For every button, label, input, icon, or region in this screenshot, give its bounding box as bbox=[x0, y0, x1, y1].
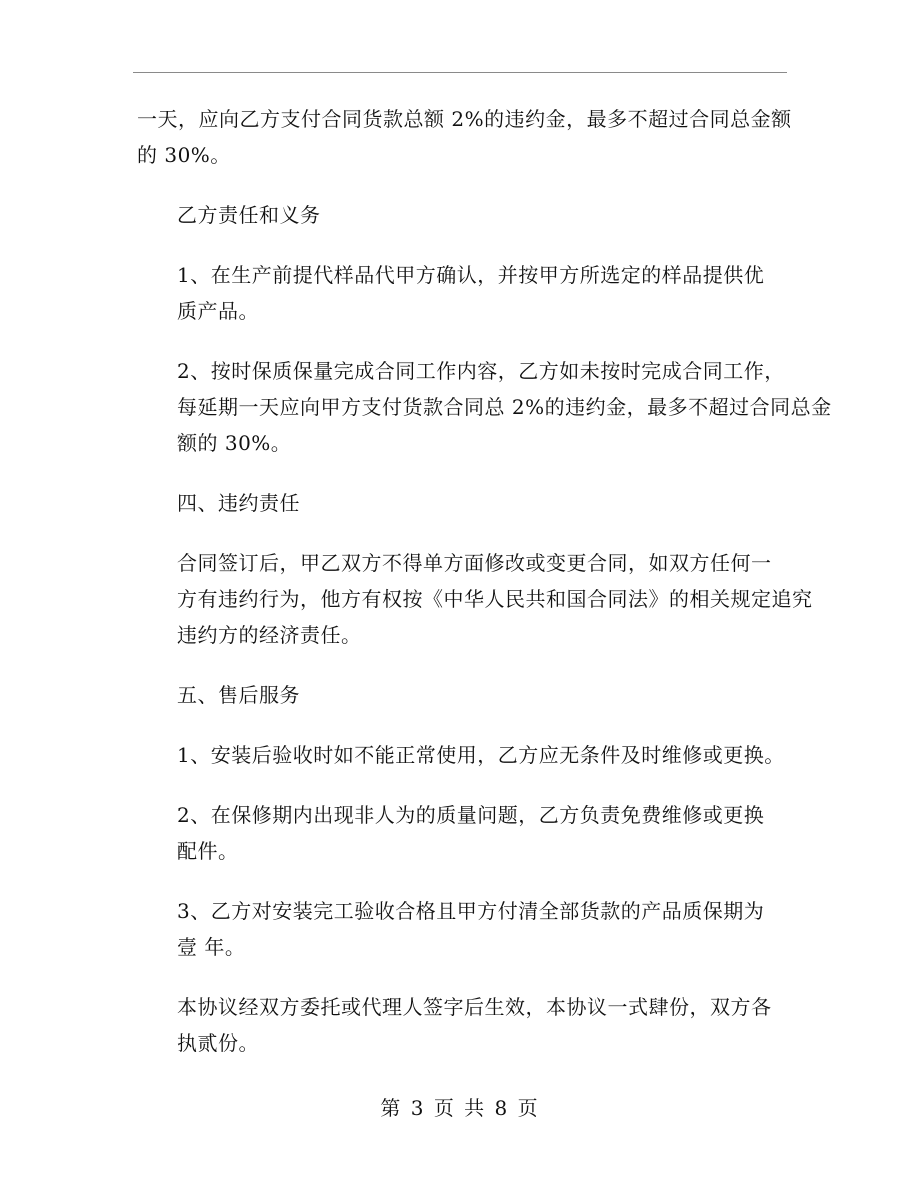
paragraph-item-1 bbox=[137, 257, 791, 329]
paragraph-line: 壹 年。 bbox=[177, 935, 246, 959]
paragraph-1 bbox=[137, 101, 791, 173]
paragraph-line: 乙方责任和义务 bbox=[177, 203, 321, 227]
header-rule bbox=[133, 72, 787, 73]
paragraph-line: 四、违约责任 bbox=[177, 491, 300, 515]
paragraph-line: 一天，应向乙方支付合同货款总额 2%的违约金，最多不超过合同总金额 bbox=[137, 107, 792, 131]
paragraph-line: 违约方的经济责任。 bbox=[177, 623, 362, 647]
paragraph-line: 合同签订后，甲乙双方不得单方面修改或变更合同，如双方任何一 bbox=[177, 551, 772, 575]
paragraph-line: 1、安装后验收时如不能正常使用，乙方应无条件及时维修或更换。 bbox=[177, 743, 785, 767]
section-heading-breach-liability bbox=[137, 485, 791, 521]
paragraph-line: 的 30%。 bbox=[137, 143, 231, 167]
paragraph-line: 本协议经双方委托或代理人签字后生效，本协议一式肆份，双方各 bbox=[177, 995, 772, 1019]
paragraph-breach bbox=[137, 545, 813, 653]
paragraph-agreement-copies bbox=[137, 989, 791, 1061]
paragraph-item-2 bbox=[137, 353, 832, 461]
page-number-footer: 第 3 页 共 8 页 bbox=[380, 1096, 540, 1120]
paragraph-line: 额的 30%。 bbox=[177, 431, 292, 455]
paragraph-line: 五、售后服务 bbox=[177, 683, 300, 707]
paragraph-line: 配件。 bbox=[177, 839, 239, 863]
paragraph-line: 2、在保修期内出现非人为的质量问题，乙方负责免费维修或更换 bbox=[177, 803, 765, 827]
document-body bbox=[137, 101, 832, 1085]
paragraph-line: 每延期一天应向甲方支付货款合同总 2%的违约金，最多不超过合同总金 bbox=[177, 395, 832, 419]
paragraph-line: 质产品。 bbox=[177, 299, 259, 323]
section-heading-after-sales bbox=[137, 677, 791, 713]
paragraph-service-1 bbox=[137, 737, 791, 773]
paragraph-service-3 bbox=[137, 893, 791, 965]
paragraph-service-2 bbox=[137, 797, 791, 869]
paragraph-line: 2、按时保质保量完成合同工作内容，乙方如未按时完成合同工作， bbox=[177, 359, 785, 383]
section-heading-party-b-duties bbox=[137, 197, 791, 233]
paragraph-line: 执贰份。 bbox=[177, 1031, 259, 1055]
paragraph-line: 方有违约行为，他方有权按《中华人民共和国合同法》的相关规定追究 bbox=[177, 587, 813, 611]
paragraph-line: 1、在生产前提代样品代甲方确认，并按甲方所选定的样品提供优 bbox=[177, 263, 765, 287]
paragraph-line: 3、乙方对安装完工验收合格且甲方付清全部货款的产品质保期为 bbox=[177, 899, 765, 923]
